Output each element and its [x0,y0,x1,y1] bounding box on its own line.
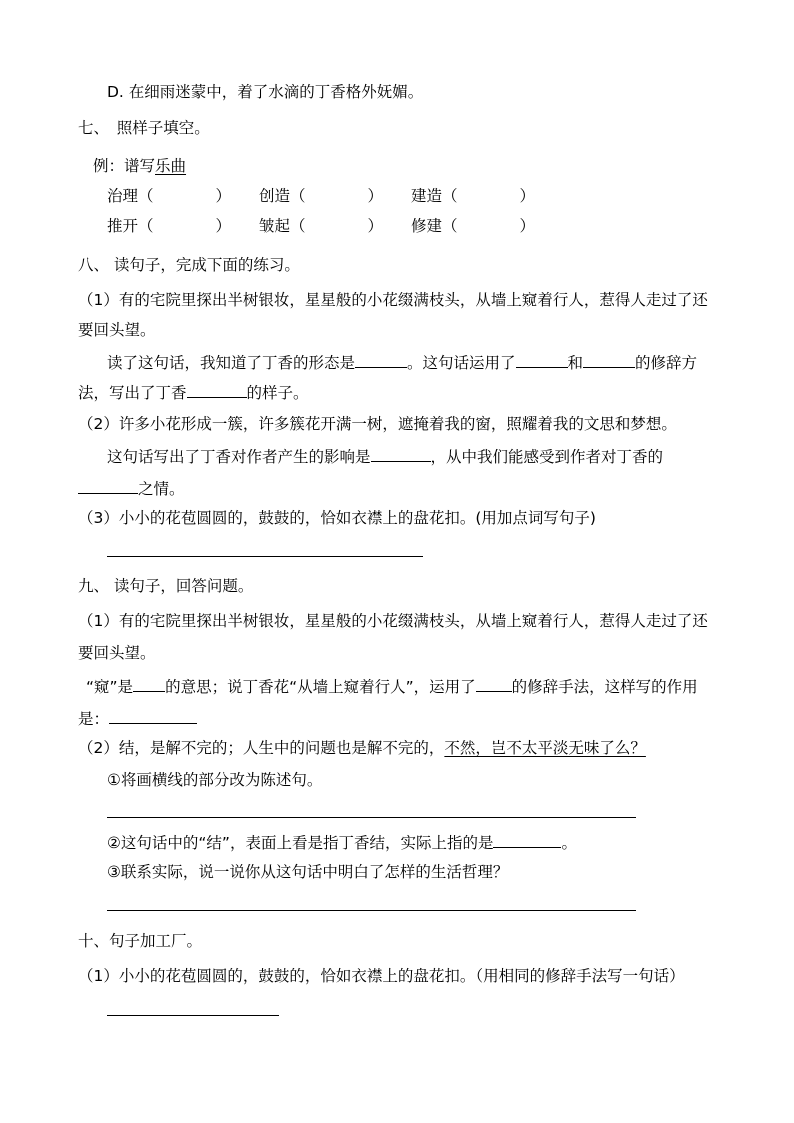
option-d: D. 在细雨迷蒙中，着了水滴的丁香格外妩媚。 [107,83,424,101]
sec9-q1-line2: 要回头望。 [78,644,156,662]
sec8-q1-line1: （1）有的宅院里探出半树银妆，星星般的小花缀满枝头，从墙上窥着行人，惹得人走过了还 [78,291,708,309]
answer-blank[interactable] [355,352,407,368]
sec8-q3-line: （3）小小的花苞圆圆的，鼓鼓的，恰如衣襟上的盘花扣。(用加点词写句子) [78,509,596,527]
sec8-q1-ask2 [78,382,309,403]
fill-cell-zhili[interactable]: 治理（ ） [107,187,232,205]
answer-blank[interactable] [476,676,512,692]
sec8-q1-line2: 要回头望。 [78,321,156,339]
ask-text: 是： [78,710,110,728]
sec8-q2-line1: （2）许多小花形成一簇，许多簇花开满一树，遮掩着我的窗，照耀着我的文思和梦想。 [78,415,677,433]
ask-text: 的修辞方 [635,354,698,372]
sec8-q2-ask [107,446,663,467]
answer-blank[interactable] [78,478,138,494]
sec8-q1-ask [107,352,697,373]
sec10-q1: （1）小小的花苞圆圆的，鼓鼓的，恰如衣襟上的盘花扣。（用相同的修辞手法写一句话） [78,967,685,985]
sec9-q2-sub3: ③联系实际，说一说你从这句话中明白了怎样的生活哲理？ [107,863,509,881]
ask-text: 的意思；说丁香花“从墙上窥着行人”，运用了 [165,678,476,696]
example-line [93,156,186,176]
answer-blank[interactable] [187,382,247,398]
sec9-q1-line1: （1）有的宅院里探出半树银妆，星星般的小花缀满枝头，从墙上窥着行人，惹得人走过了还 [78,612,708,630]
ask-text: ，从中我们能感受到作者对丁香的 [430,448,664,466]
ask-text: 。这句话运用了 [407,354,516,372]
fill-cell-chuangzao[interactable]: 创造（ ） [259,187,384,205]
fill-cell-jianzao[interactable]: 建造（ ） [411,187,536,205]
sec9-q2-sub1: ①将画横线的部分改为陈述句。 [107,771,323,789]
example-prefix: 例：谱写 [93,157,156,175]
answer-line[interactable] [107,817,636,818]
ask-text: 法，写出了丁香 [78,384,187,402]
section-8-title: 八、 读句子，完成下面的练习。 [78,256,300,274]
section-7-title: 七、 照样子填空。 [78,119,210,137]
ask-text: 的修辞手法，这样写的作用 [511,678,698,696]
underlined-sentence: 不然，岂不太平淡无味了么？ [444,739,646,757]
ask-text: “窥”是 [86,678,134,696]
example-word: 乐曲 [155,157,187,175]
answer-blank[interactable] [516,352,568,368]
fill-cell-tuikai[interactable]: 推开（ ） [107,217,232,235]
ask-text: 的样子。 [246,384,309,402]
answer-blank[interactable] [493,832,561,848]
answer-line[interactable] [107,1015,279,1016]
answer-blank[interactable] [371,446,431,462]
answer-blank[interactable] [133,676,165,692]
ask-text: 之情。 [138,480,185,498]
ask-text: 读了这句话，我知道了丁香的形态是 [107,354,356,372]
answer-line[interactable] [107,556,423,557]
sec9-q1-ask [86,676,698,697]
ask-text: ②这句话中的“结”，表面上看是指丁香结，实际上指的是 [107,834,494,852]
sec9-q1-ask2 [78,708,197,729]
fill-cell-xiujian[interactable]: 修建（ ） [411,217,536,235]
section-9-title: 九、 读句子，回答问题。 [78,577,254,595]
ask-text: （2）结，是解不完的；人生中的问题也是解不完的， [78,739,445,757]
fill-cell-zhouqi[interactable]: 皱起（ ） [259,217,384,235]
ask-text: 这句话写出了丁香对作者产生的影响是 [107,448,371,466]
sec9-q2-line [78,738,646,758]
section-10-title: 十、句子加工厂。 [78,932,203,950]
sec9-q2-sub2 [107,832,577,853]
answer-line[interactable] [107,910,636,911]
answer-blank[interactable] [109,708,197,724]
ask-text: 。 [561,834,577,852]
answer-blank[interactable] [583,352,635,368]
sec8-q2-ask2 [78,478,185,499]
ask-text: 和 [567,354,584,372]
